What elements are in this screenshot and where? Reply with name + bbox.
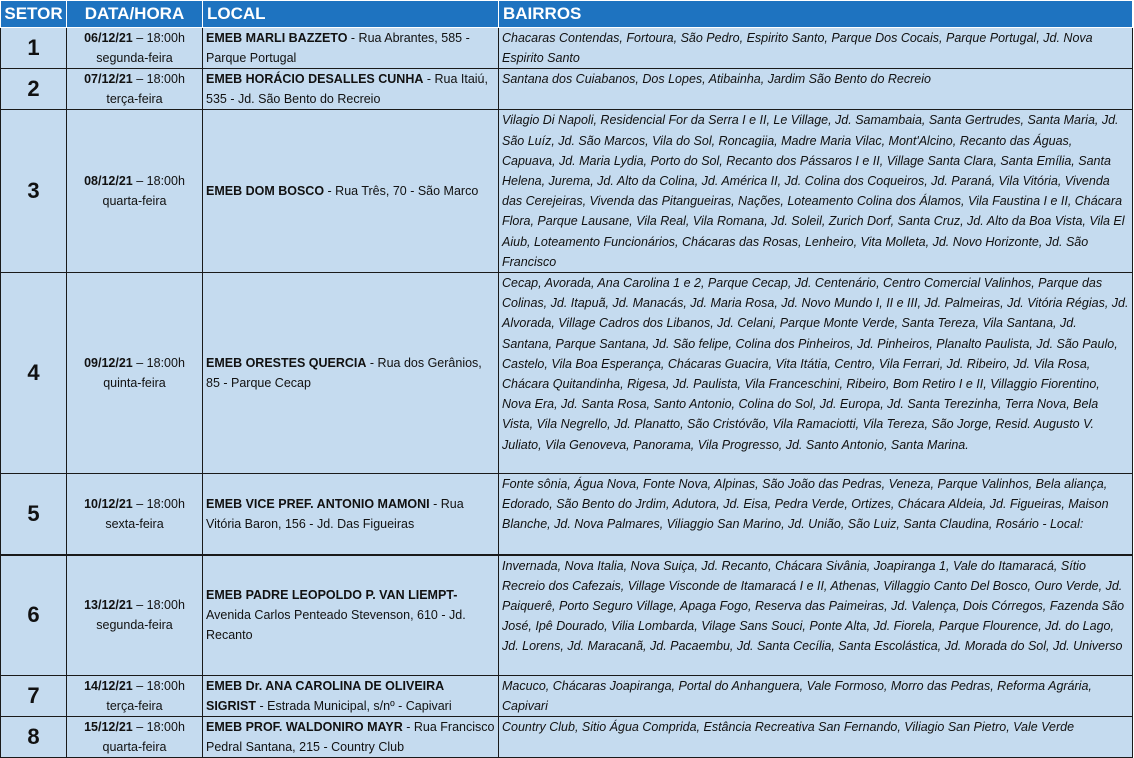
date: 06/12/21 <box>84 31 133 46</box>
bairros-cell: Vilagio Di Napoli, Residencial For da Serra I e II, Le Village, Jd. Samambaia, Santa Gertrudes, Santa Maria, Jd. São Luíz, Jd. São Marcos, Vila do Sol, Roncagiia, Madre Maria Vilac, Mont'Alcino, Recanto das Águas, Capuava, Jd. Maria Lydia, Porto do Sol, Recanto dos Pássaros I e II, Village Santa Clara, Santa Emília, Santa Helena, Jurema, Jd. Alto da Colina, Jd. América II, Jd. Colina dos Coqueiros, Jd. Paraná, Vila Vitória, Vivenda das Cerejeiras, Vivenda das Pitangueiras, Nações, Loteamento Colina dos Álamos, Vila Faustina I e II, Chácara Flora, Parque Lausane, Vila Real, Vila Romana, Jd. Soleil, Zurich Dorf, Santa Cruz, Jd. Alto da Boa Vista, Vila El Aiub, Loteamento Funcionários, Chácaras das Rosas, Lenheiro, Vita Molleta, Jd. Novo Horizonte, Jd. São Francisco <box>499 110 1133 273</box>
header-local: LOCAL <box>203 1 499 28</box>
bairros-cell: Invernada, Nova Italia, Nova Suiça, Jd. Recanto, Chácara Sivânia, Joapiranga 1, Vale do Itamaracá, Sítio Recreio dos Cafezais, Village Visconde de Itamaracá I e II, Athenas, Villaggio Canto Del Bosco, Ouro Verde, Jd. Paiquerê, Porto Seguro Village, Apaga Fogo, Reserva das Paimeiras, Jd. Valença, Dois Córregos, Fazenda São José, Ipê Dourado, Vilia Lombarda, Vilage Sans Souci, Ponte Alta, Jd. Fiorela, Parque Flourence, Jd. do Lago, Jd. Lorens, Jd. Maracanã, Jd. Pacaembu, Jd. Santa Cecília, Santa Escolástica, Jd. Morada do Sol, Jd. Universo <box>499 555 1133 676</box>
local-name: EMEB VICE PREF. ANTONIO MAMONI <box>206 496 430 511</box>
time: – 18:00h <box>132 720 185 735</box>
local-address: - Estrada Municipal, s/nº - Capivari <box>256 699 452 714</box>
weekday: quarta-feira <box>102 194 167 209</box>
local-cell <box>203 110 499 273</box>
weekday: terça-feira <box>106 92 163 107</box>
weekday: quarta-feira <box>102 740 167 755</box>
weekday: segunda-feira <box>96 618 173 633</box>
date: 10/12/21 <box>84 496 133 511</box>
table-row <box>1 555 1133 676</box>
header-row <box>1 1 1133 28</box>
date: 09/12/21 <box>84 356 133 371</box>
date-cell <box>67 28 203 69</box>
local-address: - Rua Vitória Baron, 156 - Jd. Das Figueiras <box>206 496 464 531</box>
date: 07/12/21 <box>84 72 133 87</box>
weekday: quinta-feira <box>103 376 166 391</box>
bairros-cell: Country Club, Sitio Água Comprida, Estância Recreativa San Fernando, Viliagio San Pietro, Vale Verde <box>499 717 1133 758</box>
local-cell <box>203 676 499 717</box>
local-address: Avenida Carlos Penteado Stevenson, 610 - Jd. Recanto <box>206 608 466 643</box>
bairros-cell: Chacaras Contendas, Fortoura, São Pedro, Espirito Santo, Parque Dos Cocais, Parque Portugal, Jd. Nova Espirito Santo <box>499 28 1133 69</box>
weekday: terça-feira <box>106 699 163 714</box>
local-cell <box>203 474 499 555</box>
bairros-cell: Cecap, Avorada, Ana Carolina 1 e 2, Parque Cecap, Jd. Centenário, Centro Comercial Valinhos, Parque das Colinas, Jd. Itapuã, Jd. Manacás, Jd. Maria Rosa, Jd. Novo Mundo I, II e III, Jd. Palmeiras, Jd. Vitória Régias, Jd. Alvorada, Village Cadros dos Libanos, Jd. Celani, Parque Monte Verde, Santa Tereza, Vila Santana, Jd. Santana, Parque Santana, Jd. São felipe, Colina dos Pinheiros, Jd. Pinheiros, Planalto Paulista, Jd. São Paulo, Castelo, Vila Boa Esperança, Chácaras Guacira, Vita Itátia, Centro, Vila Ferrari, Jd. Ribeiro, Jd. Vila Rosa, Chácara Quitandinha, Rigesa, Jd. Paulista, Vila Franceschini, Ribeiro, Bom Retiro I e II, Villaggio Fiorentino, Nova Era, Jd. Santa Rosa, Santo Antonio, Colina do Sol, Jd. Europa, Jd. Santa Terezinha, Terra Nova, Bela Vista, Vila Negrello, Jd. Planatto, São Cristóvão, Vila Ramaciotti, Vila Tereza, São Jorge, Resid. Augusto V. Juliato, Vila Genoveva, Panorama, Vila Progresso, Jd. Santo Antonio, Santa Marina. <box>499 273 1133 474</box>
setor-number: 7 <box>1 676 67 717</box>
bairros-cell: Macuco, Chácaras Joapiranga, Portal do Anhanguera, Vale Formoso, Morro das Pedras, Reforma Agrária, Capivari <box>499 676 1133 717</box>
time: – 18:00h <box>132 496 185 511</box>
local-name: EMEB PROF. WALDONIRO MAYR <box>206 720 403 735</box>
bairros-cell: Santana dos Cuiabanos, Dos Lopes, Atibainha, Jardim São Bento do Recreio <box>499 69 1133 110</box>
date: 15/12/21 <box>84 720 133 735</box>
time: – 18:00h <box>132 174 185 189</box>
header-data-hora: DATA/HORA <box>67 1 203 28</box>
time: – 18:00h <box>132 72 185 87</box>
table-row <box>1 717 1133 758</box>
table-row <box>1 474 1133 555</box>
table-row <box>1 69 1133 110</box>
local-cell <box>203 273 499 474</box>
date: 14/12/21 <box>84 679 133 694</box>
local-cell <box>203 69 499 110</box>
date-cell <box>67 474 203 555</box>
time: – 18:00h <box>132 679 185 694</box>
time: – 18:00h <box>132 356 185 371</box>
time: – 18:00h <box>132 31 185 46</box>
date-cell <box>67 69 203 110</box>
local-name: EMEB PADRE LEOPOLDO P. VAN LIEMPT- <box>206 588 458 603</box>
table-row <box>1 273 1133 474</box>
local-address: - Rua Francisco Pedral Santana, 215 - Country Club <box>206 720 495 755</box>
date: 08/12/21 <box>84 174 133 189</box>
local-address: - Rua Abrantes, 585 - Parque Portugal <box>206 31 470 66</box>
setor-number: 6 <box>1 555 67 676</box>
date-cell <box>67 110 203 273</box>
local-cell <box>203 28 499 69</box>
time: – 18:00h <box>132 598 185 613</box>
setor-number: 1 <box>1 28 67 69</box>
local-address: - Rua Três, 70 - São Marco <box>324 184 479 199</box>
local-name: EMEB DOM BOSCO <box>206 184 325 199</box>
date: 13/12/21 <box>84 598 133 613</box>
date-cell <box>67 717 203 758</box>
date-cell <box>67 676 203 717</box>
setor-number: 4 <box>1 273 67 474</box>
setor-number: 5 <box>1 474 67 555</box>
header-bairros: BAIRROS <box>499 1 1133 28</box>
local-cell <box>203 717 499 758</box>
local-cell <box>203 555 499 676</box>
date-cell <box>67 555 203 676</box>
table-row <box>1 676 1133 717</box>
setor-number: 8 <box>1 717 67 758</box>
header-setor: SETOR <box>1 1 67 28</box>
setor-number: 2 <box>1 69 67 110</box>
local-name: EMEB MARLI BAZZETO <box>206 31 348 46</box>
local-address: - Rua dos Gerânios, 85 - Parque Cecap <box>206 356 482 391</box>
date-cell <box>67 273 203 474</box>
table-row <box>1 110 1133 273</box>
weekday: sexta-feira <box>105 516 164 531</box>
weekday: segunda-feira <box>96 51 173 66</box>
setor-number: 3 <box>1 110 67 273</box>
local-name: EMEB Dr. ANA CAROLINA DE OLIVEIRA SIGRIST <box>206 679 444 714</box>
local-name: EMEB ORESTES QUERCIA <box>206 356 367 371</box>
local-name: EMEB HORÁCIO DESALLES CUNHA <box>206 72 424 87</box>
local-address: - Rua Itaiú, 535 - Jd. São Bento do Recreio <box>206 72 488 107</box>
table-row <box>1 28 1133 69</box>
bairros-cell: Fonte sônia, Água Nova, Fonte Nova, Alpinas, São João das Pedras, Veneza, Parque Valinhos, Bela aliança, Edorado, São Bento do Jrdim, Adutora, Jd. Eisa, Pedra Verde, Ortizes, Chácara Aldeia, Jd. Figueiras, Maison Blanche, Jd. Nova Palmares, Viliaggio San Marino, Jd. União, São Luiz, Santa Claudina, Rosário - Local: <box>499 474 1133 555</box>
